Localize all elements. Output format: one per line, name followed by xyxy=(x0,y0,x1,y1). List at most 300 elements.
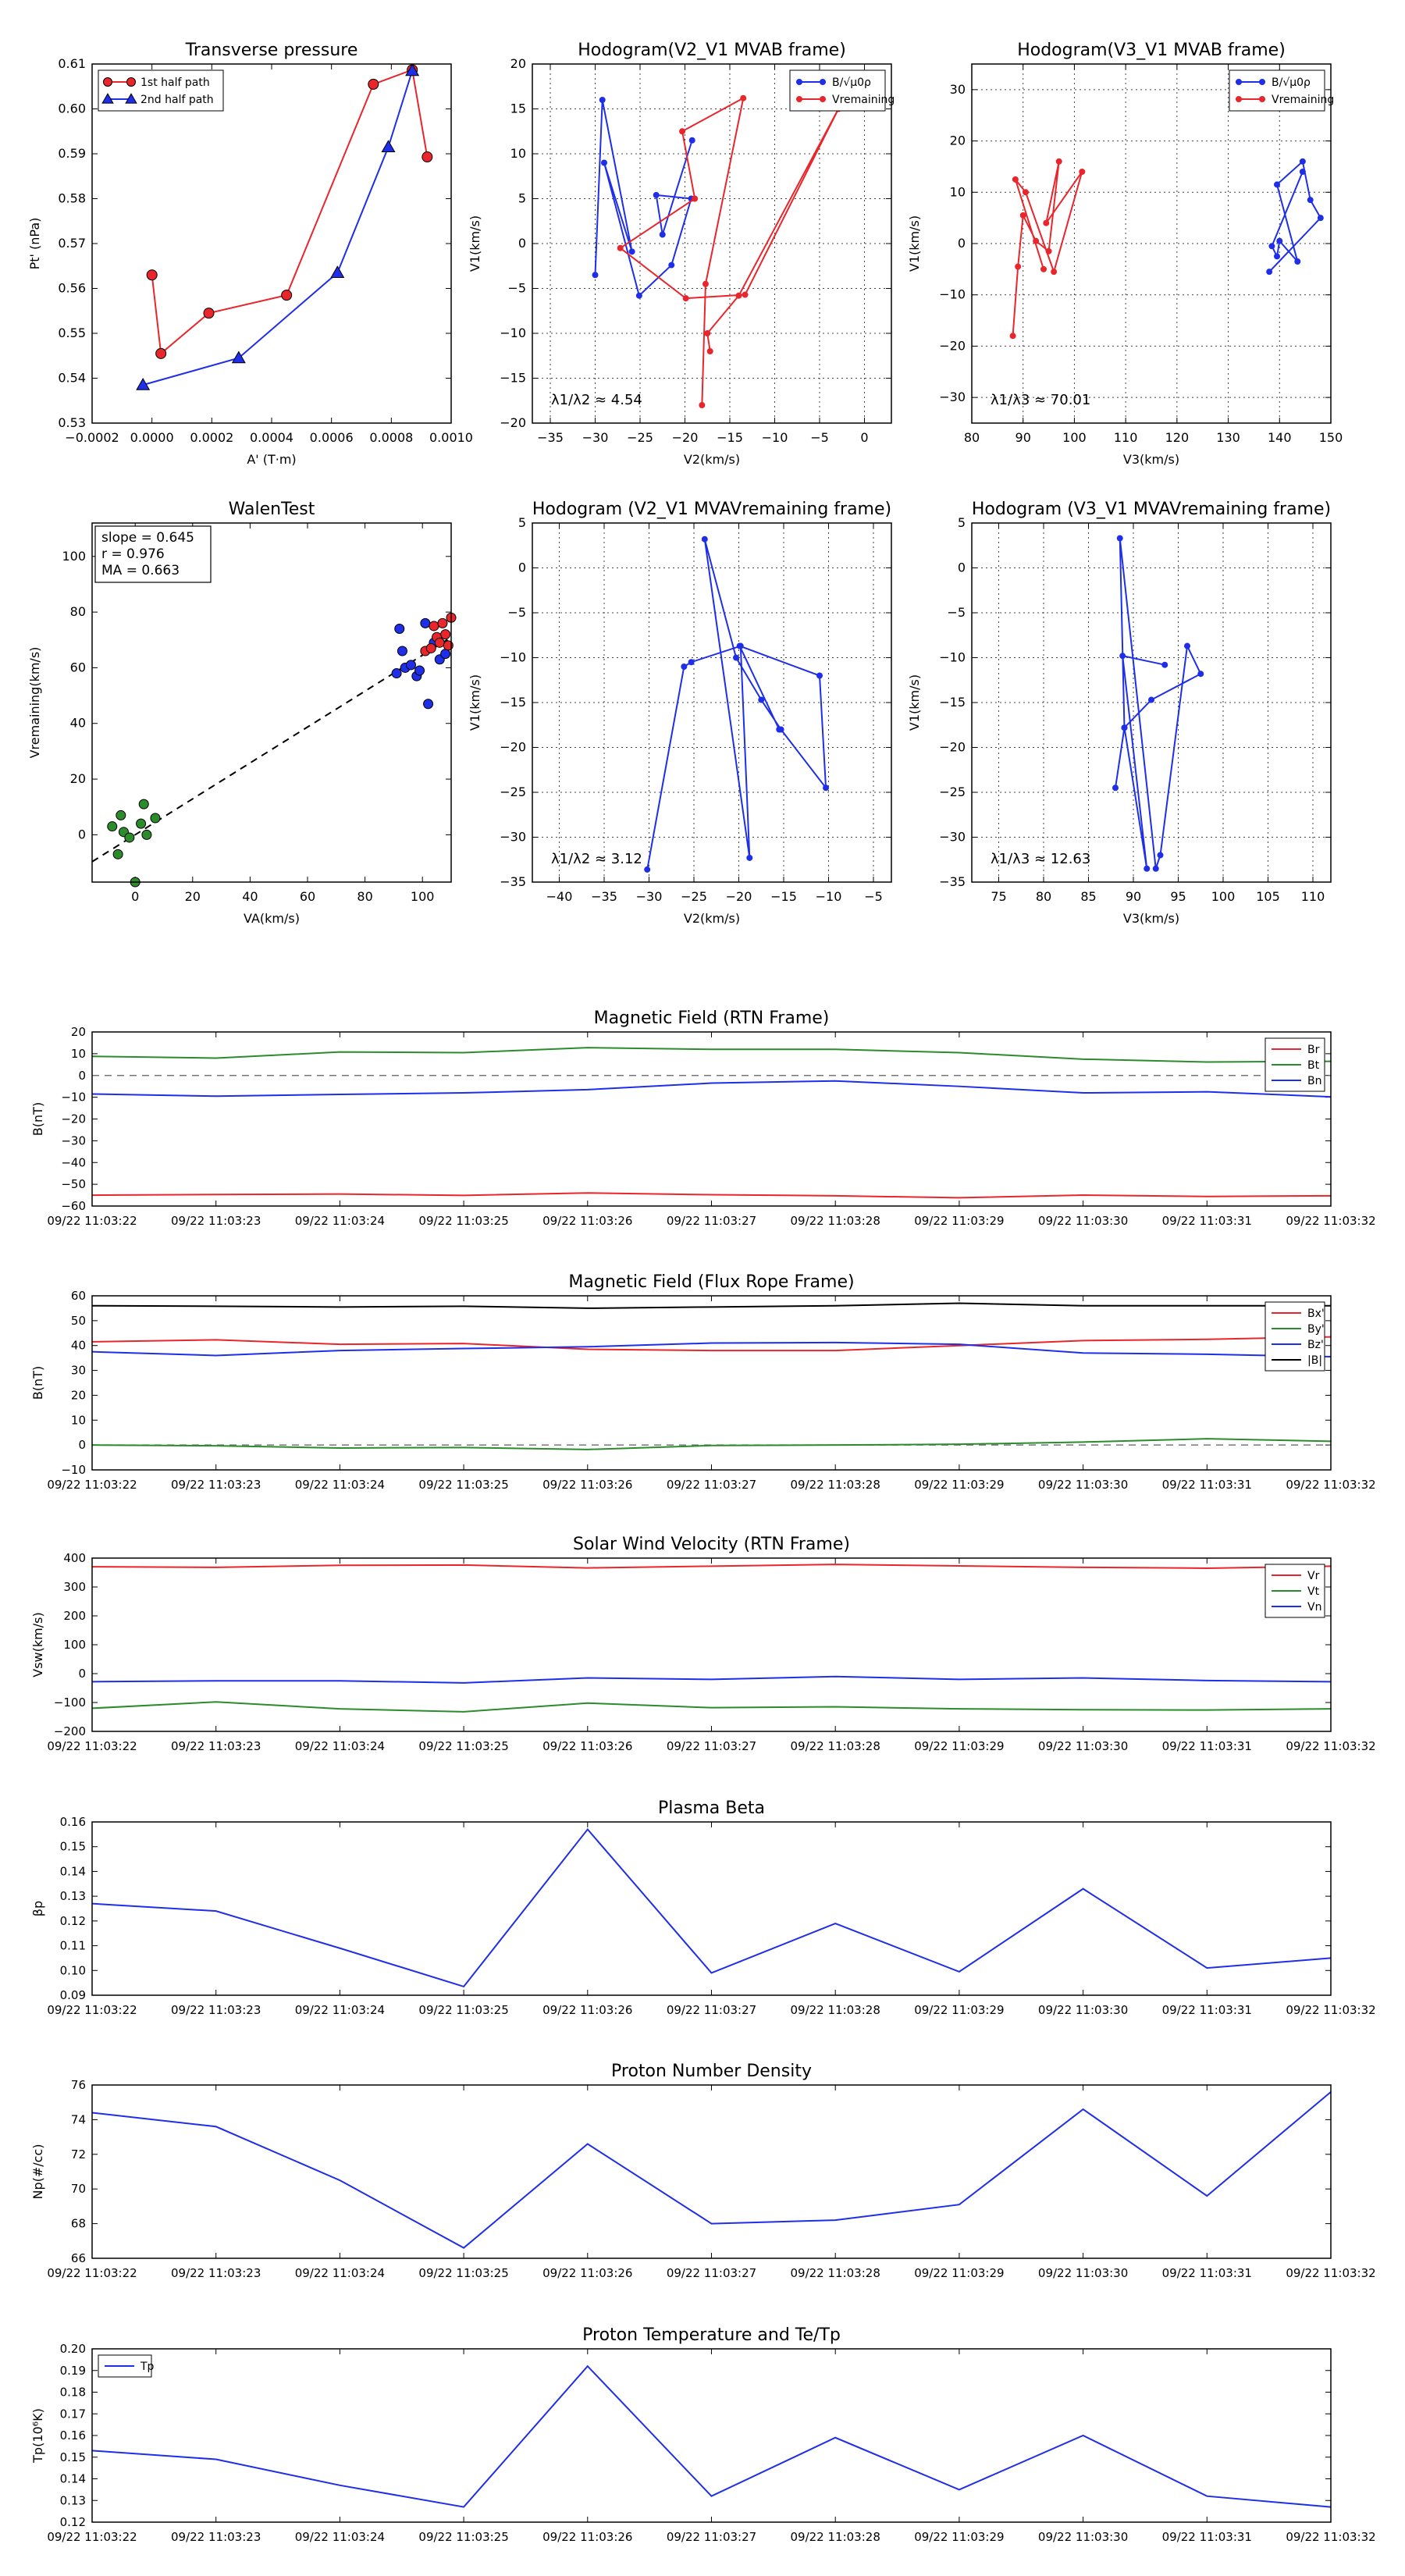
legend-label: Vn xyxy=(1307,1601,1322,1614)
data-point xyxy=(382,141,394,151)
legend-marker xyxy=(797,97,802,102)
data-point xyxy=(660,232,665,237)
y-tick-label: 0.16 xyxy=(59,2428,86,2443)
time-tick-label: 09/22 11:03:27 xyxy=(666,1739,757,1753)
data-point xyxy=(653,192,659,197)
time-tick-label: 09/22 11:03:30 xyxy=(1037,2530,1129,2544)
time-tick-label: 09/22 11:03:30 xyxy=(1037,2003,1129,2017)
data-point xyxy=(204,308,214,318)
chart-title: Proton Number Density xyxy=(611,2062,812,2081)
chart-beta xyxy=(30,1799,1376,2017)
data-point xyxy=(1023,190,1029,195)
stats-line: r = 0.976 xyxy=(101,546,165,562)
legend-marker xyxy=(820,97,826,102)
y-tick-label: 0.19 xyxy=(59,2363,86,2378)
time-tick-label: 09/22 11:03:24 xyxy=(294,1478,386,1492)
time-tick-label: 09/22 11:03:29 xyxy=(914,2530,1005,2544)
y-tick-label: −15 xyxy=(500,370,526,386)
x-tick-label: 110 xyxy=(1300,889,1325,904)
series-line xyxy=(92,2092,1331,2248)
x-tick-label: 150 xyxy=(1318,430,1343,445)
y-tick-label: 0 xyxy=(77,827,86,842)
x-tick-label: 100 xyxy=(1062,430,1087,445)
series-line xyxy=(143,71,412,386)
y-tick-label: 20 xyxy=(70,1388,86,1403)
series-line xyxy=(647,539,826,870)
data-point xyxy=(617,245,623,251)
data-point xyxy=(1122,725,1127,731)
legend-marker xyxy=(104,78,112,87)
legend-label: Bn xyxy=(1307,1075,1322,1087)
x-tick-label: 40 xyxy=(242,889,258,904)
time-tick-label: 09/22 11:03:26 xyxy=(542,1739,633,1753)
data-point xyxy=(699,403,705,408)
legend-marker xyxy=(127,78,136,87)
y-tick-label: 200 xyxy=(63,1609,86,1623)
time-tick-label: 09/22 11:03:26 xyxy=(542,2530,633,2544)
y-axis-label: B(nT) xyxy=(30,1101,45,1137)
legend xyxy=(98,2355,155,2377)
data-point xyxy=(1056,158,1062,164)
y-tick-label: 50 xyxy=(70,1313,86,1328)
time-tick-label: 09/22 11:03:30 xyxy=(1037,1478,1129,1492)
time-tick-label: 09/22 11:03:23 xyxy=(171,1739,261,1753)
time-tick-label: 09/22 11:03:30 xyxy=(1037,1214,1129,1228)
data-point xyxy=(1269,244,1275,249)
series-line xyxy=(92,1048,1331,1062)
legend-marker xyxy=(797,80,802,85)
y-tick-label: 0.15 xyxy=(59,1839,86,1854)
x-tick-label: −0.0002 xyxy=(65,430,119,445)
x-tick-label: 100 xyxy=(1211,889,1236,904)
data-point xyxy=(1144,866,1150,871)
x-axis-label: A' (T·m) xyxy=(247,452,297,467)
y-tick-label: 0.10 xyxy=(59,1963,86,1978)
y-tick-label: −5 xyxy=(507,605,526,620)
data-point xyxy=(1198,671,1204,677)
time-tick-label: 09/22 11:03:32 xyxy=(1286,2266,1376,2280)
legend-label: Vremaining xyxy=(832,94,895,106)
y-tick-label: 0 xyxy=(957,236,966,251)
data-point xyxy=(108,822,117,831)
chart-tp xyxy=(30,2325,1376,2544)
data-point xyxy=(441,649,450,659)
legend-label: Vremaining xyxy=(1272,94,1335,106)
y-axis-label: Vsw(km/s) xyxy=(30,1612,45,1678)
x-tick-label: 0.0008 xyxy=(369,430,414,445)
x-axis-label: V3(km/s) xyxy=(1122,911,1180,926)
x-tick-label: 80 xyxy=(963,430,980,445)
series-line xyxy=(92,1439,1331,1450)
y-tick-label: 68 xyxy=(70,2216,86,2231)
chart-hodo_v2_mvab xyxy=(468,41,895,467)
x-tick-label: −20 xyxy=(671,430,699,445)
beta-frame xyxy=(92,1822,1331,1995)
y-tick-label: 0.54 xyxy=(58,370,86,386)
data-point xyxy=(1044,220,1049,226)
y-tick-label: 15 xyxy=(510,101,526,116)
chart-walen xyxy=(27,500,456,926)
y-axis-label: Pt' (nPa) xyxy=(27,217,42,270)
y-tick-label: 0.53 xyxy=(58,415,86,430)
y-tick-label: −10 xyxy=(61,1463,86,1477)
y-tick-label: 0 xyxy=(78,1667,86,1681)
legend xyxy=(1265,1038,1325,1091)
time-tick-label: 09/22 11:03:28 xyxy=(790,1739,880,1753)
x-tick-label: 100 xyxy=(410,889,435,904)
data-point xyxy=(1318,215,1323,221)
x-tick-label: −25 xyxy=(681,889,707,904)
data-point xyxy=(1041,266,1047,272)
y-tick-label: 0.55 xyxy=(58,326,86,340)
time-tick-label: 09/22 11:03:26 xyxy=(542,2003,633,2017)
y-tick-label: 0.20 xyxy=(59,2342,86,2356)
data-point xyxy=(421,618,430,628)
x-tick-label: 80 xyxy=(1035,889,1052,904)
time-tick-label: 09/22 11:03:29 xyxy=(914,2003,1005,2017)
chart-hodo_v2_mvav xyxy=(468,500,891,926)
data-point xyxy=(1185,643,1190,649)
data-point xyxy=(113,849,123,859)
data-point xyxy=(1033,238,1039,244)
legend-label: Vt xyxy=(1307,1585,1320,1598)
y-tick-label: 0.58 xyxy=(58,190,86,206)
data-point xyxy=(734,655,739,660)
chart-hodo_v3_mvav xyxy=(907,500,1331,926)
data-point xyxy=(1149,697,1154,703)
y-tick-label: 20 xyxy=(949,133,966,148)
data-point xyxy=(702,281,708,286)
data-point xyxy=(1010,333,1016,339)
y-tick-label: −60 xyxy=(61,1199,86,1213)
time-tick-label: 09/22 11:03:29 xyxy=(914,2266,1005,2280)
x-tick-label: 110 xyxy=(1113,430,1138,445)
y-tick-label: −20 xyxy=(939,739,966,755)
y-tick-label: 0.11 xyxy=(59,1938,86,1953)
time-tick-label: 09/22 11:03:29 xyxy=(914,1214,1005,1228)
y-tick-label: −30 xyxy=(500,829,526,845)
y-tick-label: 10 xyxy=(510,146,526,161)
y-axis-label: B(nT) xyxy=(30,1365,45,1400)
legend xyxy=(1265,1564,1325,1617)
y-tick-label: −25 xyxy=(939,785,966,799)
y-tick-label: 0.12 xyxy=(59,2515,86,2529)
y-tick-label: 76 xyxy=(70,2078,86,2092)
y-tick-label: 0 xyxy=(78,1438,86,1453)
chart-hodo_v3_mvab xyxy=(907,41,1343,467)
chart-title: WalenTest xyxy=(228,500,315,519)
y-tick-label: 0.56 xyxy=(58,280,86,296)
y-tick-label: 30 xyxy=(70,1363,86,1378)
y-tick-label: 30 xyxy=(949,81,966,97)
y-tick-label: 0.14 xyxy=(59,1864,86,1879)
stats-box xyxy=(95,526,211,582)
data-point xyxy=(645,866,650,872)
data-point xyxy=(125,833,134,842)
y-tick-label: −200 xyxy=(53,1724,86,1738)
data-point xyxy=(817,673,823,678)
time-tick-label: 09/22 11:03:24 xyxy=(294,2530,386,2544)
y-tick-label: 0.60 xyxy=(58,101,86,116)
legend xyxy=(1229,70,1334,111)
y-tick-label: −5 xyxy=(947,605,966,620)
y-tick-label: −100 xyxy=(53,1695,86,1710)
series-line xyxy=(92,2366,1331,2507)
ratio-annotation: λ1/λ2 ≈ 3.12 xyxy=(551,851,642,867)
series-line xyxy=(92,1343,1331,1357)
time-tick-label: 09/22 11:03:26 xyxy=(542,2266,633,2280)
legend-label: Br xyxy=(1307,1044,1320,1056)
x-tick-label: 0.0006 xyxy=(309,430,354,445)
legend-label: Bt xyxy=(1307,1059,1320,1072)
y-tick-label: 0.18 xyxy=(59,2385,86,2400)
y-tick-label: 0.57 xyxy=(58,236,86,251)
series-line xyxy=(92,1564,1331,1568)
time-tick-label: 09/22 11:03:28 xyxy=(790,1478,880,1492)
y-tick-label: −50 xyxy=(61,1177,86,1192)
y-tick-label: −20 xyxy=(500,739,526,755)
y-tick-label: 20 xyxy=(510,56,526,71)
time-tick-label: 09/22 11:03:28 xyxy=(790,1214,880,1228)
x-tick-label: −20 xyxy=(725,889,752,904)
data-point xyxy=(1158,852,1163,858)
time-tick-label: 09/22 11:03:32 xyxy=(1286,1214,1376,1228)
legend-marker xyxy=(1260,97,1265,102)
x-tick-label: 95 xyxy=(1170,889,1186,904)
data-point xyxy=(116,810,126,820)
data-point xyxy=(747,855,752,860)
y-tick-label: −30 xyxy=(939,390,966,405)
data-point xyxy=(151,813,160,823)
y-tick-label: 0 xyxy=(957,560,966,575)
y-tick-label: 0.14 xyxy=(59,2471,86,2486)
legend xyxy=(1265,1302,1325,1371)
time-tick-label: 09/22 11:03:23 xyxy=(171,2530,261,2544)
data-point xyxy=(1275,182,1280,187)
y-tick-label: 60 xyxy=(69,660,86,675)
time-tick-label: 09/22 11:03:22 xyxy=(47,2003,137,2017)
data-point xyxy=(429,621,439,631)
y-tick-label: −35 xyxy=(939,874,966,889)
time-tick-label: 09/22 11:03:29 xyxy=(914,1478,1005,1492)
data-point xyxy=(823,785,829,791)
y-tick-label: −30 xyxy=(939,829,966,845)
data-point xyxy=(777,727,782,732)
data-point xyxy=(1120,653,1126,659)
y-tick-label: 80 xyxy=(69,604,86,620)
chart-title: Plasma Beta xyxy=(658,1799,765,1818)
time-tick-label: 09/22 11:03:31 xyxy=(1161,1214,1252,1228)
x-tick-label: 0.0002 xyxy=(190,430,234,445)
legend-label: B/√μ0ρ xyxy=(832,76,871,89)
time-tick-label: 09/22 11:03:27 xyxy=(666,2266,757,2280)
data-point xyxy=(1012,176,1018,182)
data-point xyxy=(680,129,685,134)
chart-title: Proton Temperature and Te/Tp xyxy=(582,2325,841,2345)
ratio-annotation: λ1/λ2 ≈ 4.54 xyxy=(551,392,642,408)
y-tick-label: 5 xyxy=(957,515,966,530)
legend xyxy=(790,70,895,111)
time-tick-label: 09/22 11:03:24 xyxy=(294,2266,386,2280)
y-tick-label: 10 xyxy=(70,1046,86,1061)
data-point xyxy=(705,331,710,336)
data-point xyxy=(602,160,607,165)
data-point xyxy=(1020,212,1026,218)
time-tick-label: 09/22 11:03:25 xyxy=(418,2266,509,2280)
y-axis-label: V1(km/s) xyxy=(907,215,922,272)
time-tick-label: 09/22 11:03:27 xyxy=(666,1214,757,1228)
x-axis-label: V2(km/s) xyxy=(683,452,741,467)
x-tick-label: −15 xyxy=(770,889,797,904)
y-tick-label: −10 xyxy=(500,649,526,665)
x-tick-label: −30 xyxy=(635,889,663,904)
time-tick-label: 09/22 11:03:28 xyxy=(790,2266,880,2280)
data-point xyxy=(599,98,605,103)
data-point xyxy=(669,262,674,268)
x-tick-label: 120 xyxy=(1165,430,1190,445)
y-tick-label: 40 xyxy=(70,1338,86,1353)
y-tick-label: 0 xyxy=(518,560,526,575)
y-axis-label: V1(km/s) xyxy=(907,674,922,731)
time-tick-label: 09/22 11:03:27 xyxy=(666,2530,757,2544)
data-point xyxy=(1113,785,1119,791)
legend-label: 2nd half path xyxy=(140,94,214,106)
data-point xyxy=(426,643,436,653)
data-point xyxy=(435,638,444,647)
chart-title: Hodogram(V2_V1 MVAB frame) xyxy=(578,41,846,60)
y-tick-label: −15 xyxy=(500,695,526,710)
y-tick-label: 0.16 xyxy=(59,1815,86,1829)
legend-marker xyxy=(820,80,826,85)
legend-label: |B| xyxy=(1307,1354,1323,1367)
data-point xyxy=(1295,259,1300,265)
data-point xyxy=(1300,158,1305,164)
x-tick-label: −10 xyxy=(815,889,842,904)
y-tick-label: −40 xyxy=(61,1155,86,1170)
y-tick-label: 5 xyxy=(518,515,526,530)
x-tick-label: 0.0004 xyxy=(250,430,293,445)
chart-title: Hodogram (V2_V1 MVAVremaining frame) xyxy=(532,500,892,519)
time-tick-label: 09/22 11:03:26 xyxy=(542,1478,633,1492)
chart-title: Magnetic Field (RTN Frame) xyxy=(593,1009,830,1028)
data-point xyxy=(1307,197,1313,203)
data-point xyxy=(156,348,166,358)
time-tick-label: 09/22 11:03:22 xyxy=(47,1214,137,1228)
time-tick-label: 09/22 11:03:31 xyxy=(1161,2003,1252,2017)
x-tick-label: 75 xyxy=(991,889,1007,904)
time-tick-label: 09/22 11:03:31 xyxy=(1161,2266,1252,2280)
x-tick-label: 130 xyxy=(1216,430,1240,445)
data-point xyxy=(737,643,742,649)
x-tick-label: 90 xyxy=(1125,889,1142,904)
x-axis-label: V2(km/s) xyxy=(683,911,741,926)
data-point xyxy=(441,630,450,639)
chart-title: Solar Wind Velocity (RTN Frame) xyxy=(573,1535,850,1554)
time-tick-label: 09/22 11:03:30 xyxy=(1037,1739,1129,1753)
data-point xyxy=(692,196,698,201)
data-point xyxy=(707,349,713,354)
data-point xyxy=(1153,866,1158,871)
data-point xyxy=(368,79,379,89)
y-tick-label: 0.59 xyxy=(58,146,86,161)
x-tick-label: −15 xyxy=(717,430,743,445)
y-tick-label: 0.15 xyxy=(59,2450,86,2464)
data-point xyxy=(137,819,146,828)
y-tick-label: −10 xyxy=(939,649,966,665)
y-axis-label: Vremaining(km/s) xyxy=(27,646,42,759)
series-line xyxy=(92,1830,1331,1987)
data-point xyxy=(397,646,407,656)
series-line xyxy=(1115,539,1200,869)
ratio-annotation: λ1/λ3 ≈ 70.01 xyxy=(991,392,1091,408)
y-tick-label: 100 xyxy=(62,548,86,564)
x-tick-label: −35 xyxy=(591,889,617,904)
y-tick-label: 0.13 xyxy=(59,2493,86,2508)
x-axis-label: V3(km/s) xyxy=(1122,452,1180,467)
y-axis-label: V1(km/s) xyxy=(468,674,482,731)
x-tick-label: 90 xyxy=(1015,430,1031,445)
time-tick-label: 09/22 11:03:32 xyxy=(1286,2530,1376,2544)
y-tick-label: 20 xyxy=(69,771,86,787)
data-point xyxy=(147,270,157,280)
series-line xyxy=(92,1677,1331,1683)
x-tick-label: 0 xyxy=(860,430,869,445)
y-tick-label: −25 xyxy=(500,785,526,799)
x-tick-label: 60 xyxy=(299,889,316,904)
np-frame xyxy=(92,2085,1331,2258)
legend-marker xyxy=(1236,80,1242,85)
time-tick-label: 09/22 11:03:27 xyxy=(666,2003,757,2017)
time-tick-label: 09/22 11:03:26 xyxy=(542,1214,633,1228)
data-point xyxy=(1162,662,1168,667)
stats-line: slope = 0.645 xyxy=(101,530,194,546)
time-tick-label: 09/22 11:03:32 xyxy=(1286,1478,1376,1492)
data-point xyxy=(422,152,432,162)
data-point xyxy=(331,266,343,277)
y-tick-label: 400 xyxy=(63,1551,86,1565)
time-tick-label: 09/22 11:03:30 xyxy=(1037,2266,1129,2280)
y-tick-label: −10 xyxy=(61,1090,86,1105)
data-point xyxy=(415,666,425,675)
y-tick-label: 0.61 xyxy=(58,56,86,71)
chart-title: Magnetic Field (Flux Rope Frame) xyxy=(568,1272,855,1292)
y-tick-label: −10 xyxy=(500,326,526,340)
chart-title: Hodogram(V3_V1 MVAB frame) xyxy=(1017,41,1286,60)
data-point xyxy=(736,293,742,298)
x-tick-label: −30 xyxy=(582,430,609,445)
y-axis-label: Tp(10⁶K) xyxy=(30,2408,45,2463)
data-point xyxy=(1016,264,1021,269)
time-tick-label: 09/22 11:03:23 xyxy=(171,2003,261,2017)
series-line xyxy=(92,1304,1331,1308)
y-tick-label: 0.17 xyxy=(59,2407,86,2421)
time-tick-label: 09/22 11:03:23 xyxy=(171,1478,261,1492)
data-point xyxy=(629,249,635,254)
data-point xyxy=(1051,269,1057,275)
y-tick-label: 74 xyxy=(70,2112,86,2127)
data-point xyxy=(392,669,401,678)
x-tick-label: 0.0000 xyxy=(130,430,174,445)
x-tick-label: −10 xyxy=(761,430,788,445)
time-tick-label: 09/22 11:03:22 xyxy=(47,1478,137,1492)
legend-label: Bz' xyxy=(1307,1339,1324,1351)
x-tick-label: 85 xyxy=(1080,889,1097,904)
data-point xyxy=(139,799,148,809)
data-point xyxy=(282,290,292,301)
data-point xyxy=(142,830,151,839)
x-tick-label: −25 xyxy=(627,430,653,445)
x-tick-label: −5 xyxy=(810,430,829,445)
